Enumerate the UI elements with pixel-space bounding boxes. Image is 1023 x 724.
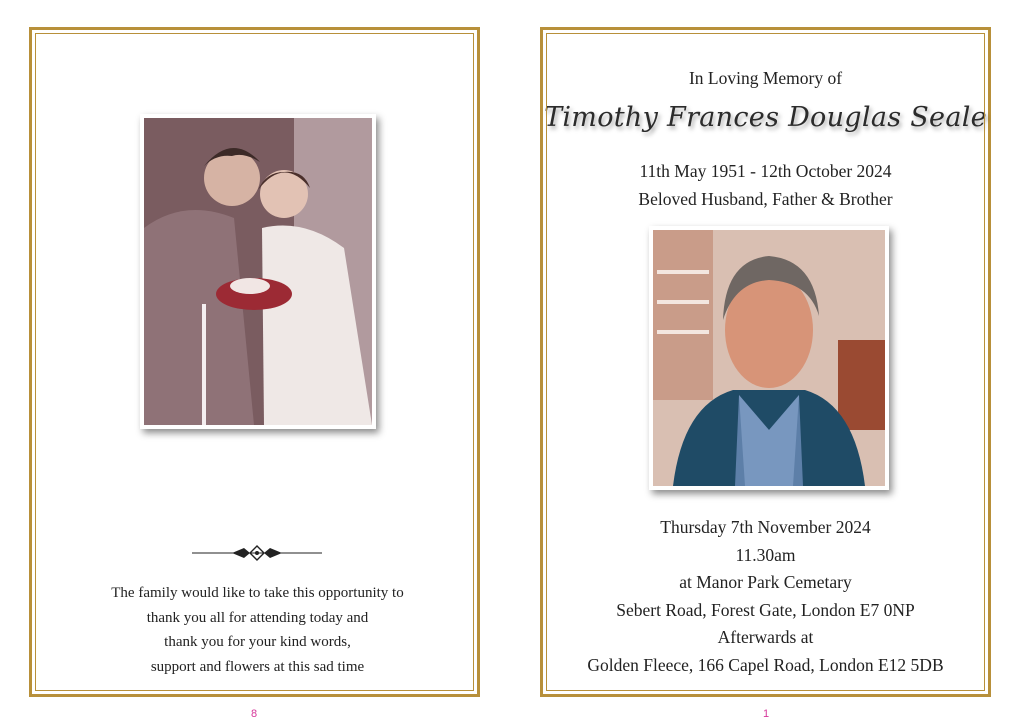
- right-page: [540, 27, 991, 697]
- relation-line: Beloved Husband, Father & Brother: [638, 189, 893, 209]
- deceased-name: Timothy Frances Douglas Seale: [544, 102, 987, 133]
- service-date: Thursday 7th November 2024: [660, 517, 871, 537]
- thank-you-message: [62, 581, 453, 680]
- thanks-line: thank you for your kind words,: [164, 634, 351, 651]
- service-venue: at Manor Park Cemetary: [679, 572, 852, 593]
- left-page: [29, 27, 480, 697]
- thanks-line: support and flowers at this sad time: [150, 659, 365, 676]
- page-number-left: 8: [251, 708, 258, 720]
- venue-address: Sebert Road, Forest Gate, London E7 0NP: [616, 599, 915, 620]
- reception-address: Golden Fleece, 166 Capel Road, London E12 5DB: [587, 654, 944, 675]
- service-time: 11.30am: [735, 544, 796, 565]
- page-number-right: 1: [763, 708, 770, 720]
- thanks-line: The family would like to take this opportunity to: [111, 585, 404, 601]
- service-details: [543, 514, 988, 680]
- life-dates: 11th May 1951 - 12th October 2024: [639, 161, 892, 181]
- afterwards-label: Afterwards at: [717, 627, 814, 648]
- portrait-photo: [649, 226, 889, 490]
- divider-ornament: [192, 545, 322, 561]
- memorial-heading: In Loving Memory of: [688, 68, 843, 88]
- thanks-line: thank you all for attending today and: [146, 609, 369, 626]
- wedding-photo: [140, 114, 376, 429]
